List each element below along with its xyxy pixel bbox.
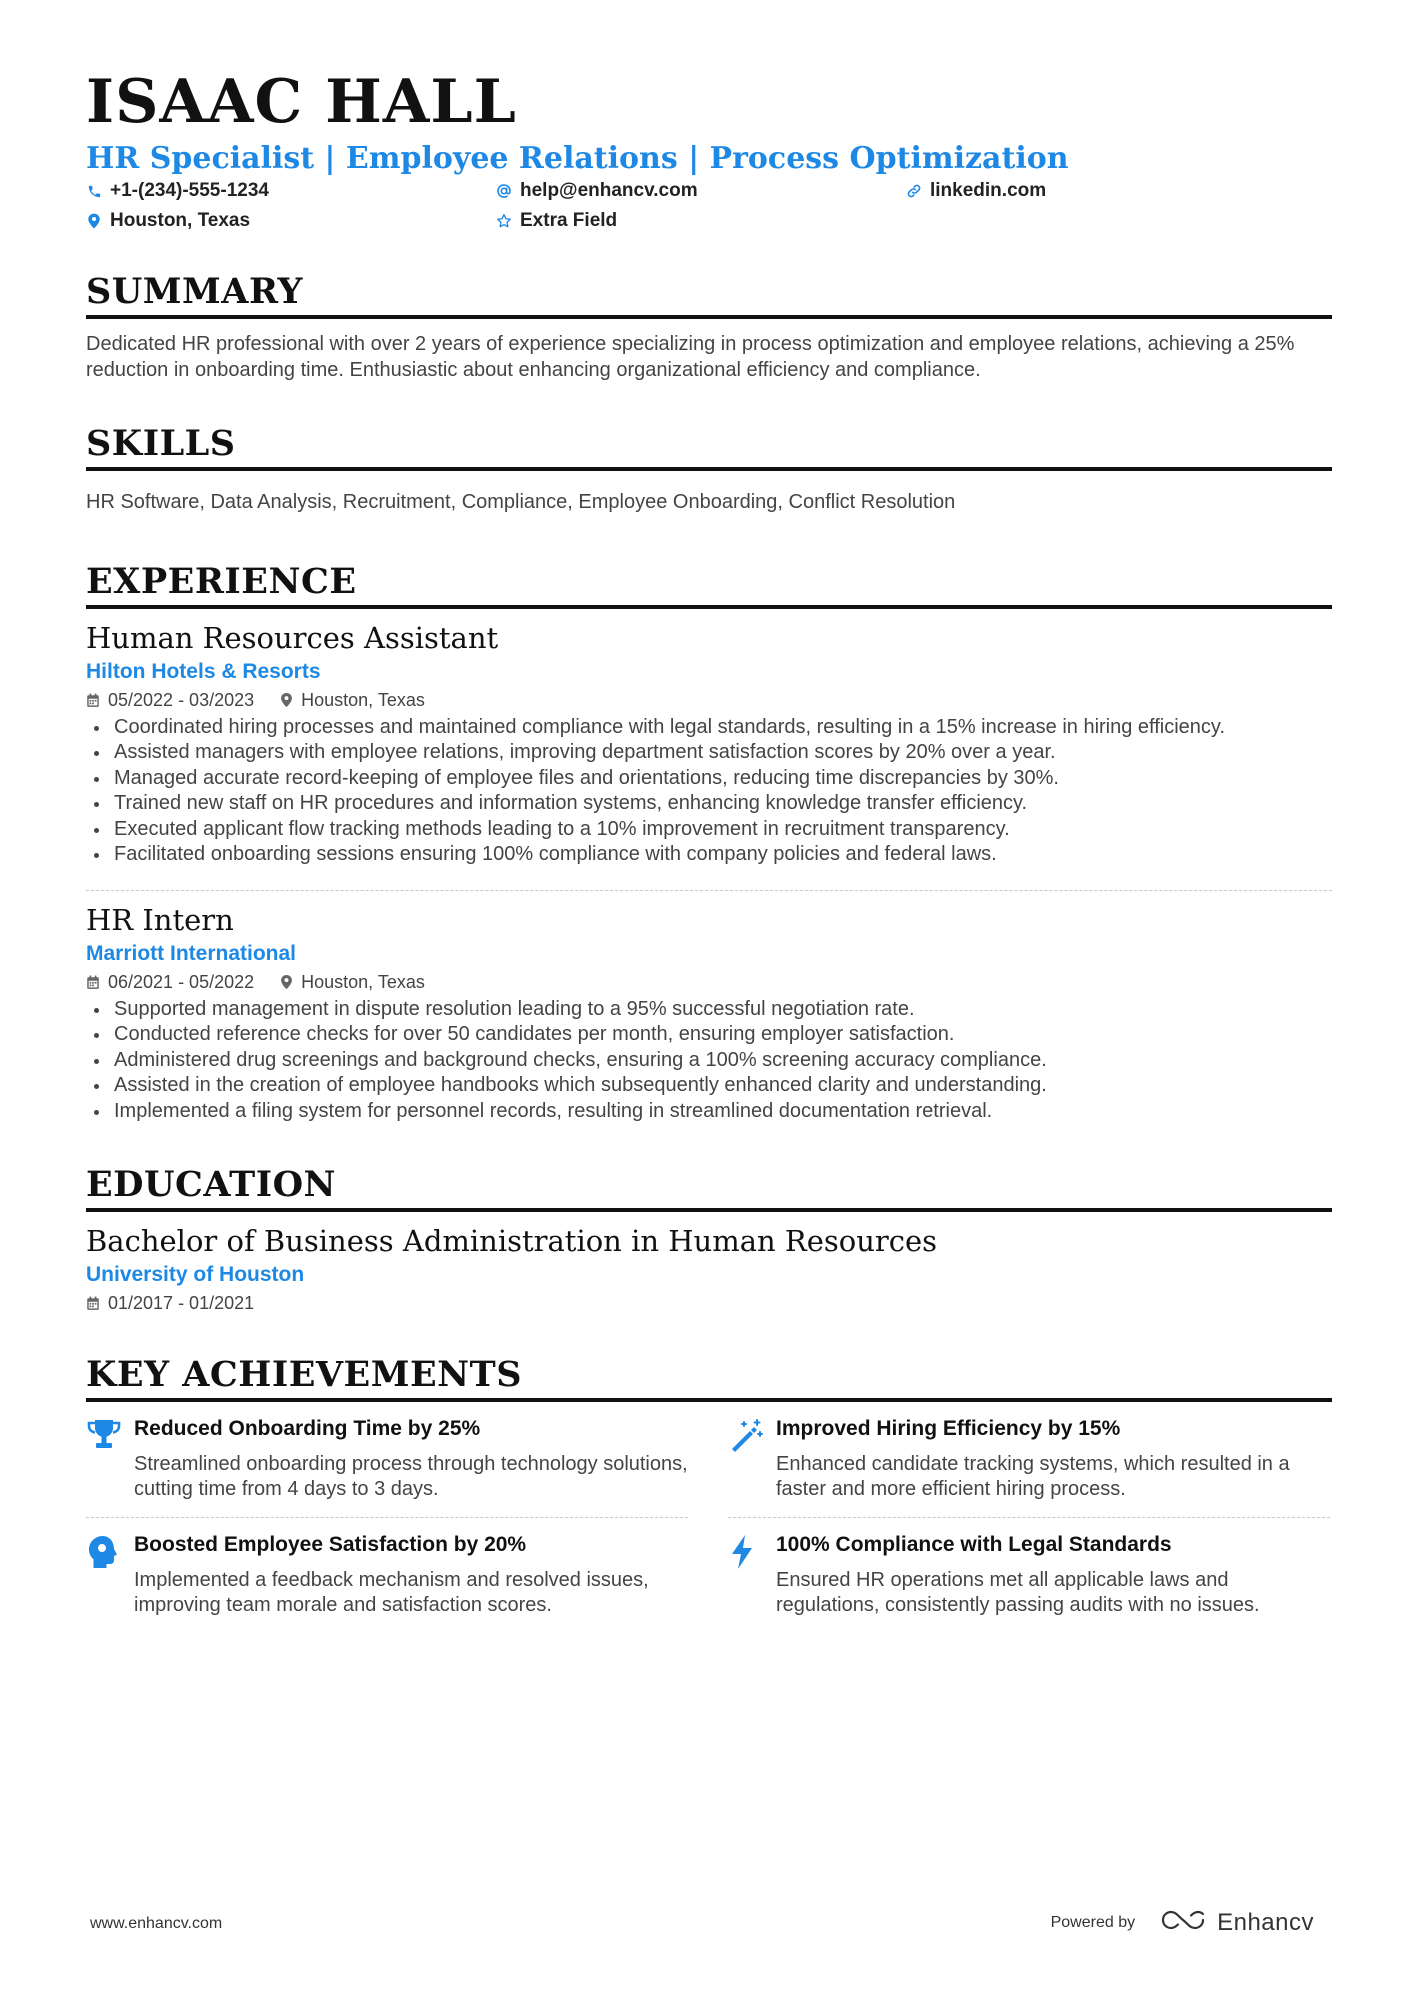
achievement-desc: Enhanced candidate tracking systems, which resulted in a faster and more efficient hiring process.: [776, 1452, 1290, 1501]
contact-email-text: help@enhancv.com: [520, 180, 698, 201]
education-section: [86, 1164, 1332, 1314]
job-meta: [86, 972, 1332, 993]
section-divider: [86, 315, 1332, 319]
school-name[interactable]: University of Houston: [86, 1262, 305, 1286]
contact-phone-text: +1-(234)-555-1234: [110, 180, 269, 201]
at-icon: [496, 183, 512, 199]
job-bullets: [86, 715, 1332, 868]
skills-text: HR Software, Data Analysis, Recruitment, Compliance, Employee Onboarding, Conflict Resolution: [86, 491, 956, 513]
footer-branding: [1051, 1908, 1314, 1937]
achievement-divider: [86, 1517, 688, 1518]
list-item: Conducted reference checks for over 50 candidates per month, ensuring employer satisfaction.: [86, 1022, 1332, 1048]
list-item: Implemented a filing system for personnel records, resulting in streamlined documentation retrieval.: [86, 1099, 1332, 1125]
contact-linkedin[interactable]: [906, 179, 1316, 203]
location-pin-icon: [86, 213, 102, 229]
contact-list: [86, 179, 1332, 233]
section-divider: [86, 605, 1332, 609]
achievement-divider: [728, 1517, 1330, 1518]
contact-email[interactable]: [496, 179, 906, 203]
calendar-icon: [86, 975, 100, 990]
calendar-icon: [86, 693, 100, 708]
enhancv-logo-icon: [1161, 1908, 1207, 1937]
company-name[interactable]: Hilton Hotels & Resorts: [86, 659, 321, 683]
list-item: Assisted in the creation of employee handbooks which subsequently enhanced clarity and understanding.: [86, 1073, 1332, 1099]
trophy-icon: [86, 1416, 134, 1503]
list-item: Managed accurate record-keeping of employee files and orientations, reducing time discrepancies by 30%.: [86, 766, 1332, 792]
experience-section: [86, 561, 1332, 1124]
education-dates: 01/2017 - 01/2021: [108, 1292, 255, 1313]
summary-section: [86, 271, 1332, 383]
education-meta: [86, 1293, 1332, 1314]
calendar-icon: [86, 1296, 100, 1311]
list-item: Administered drug screenings and background checks, ensuring a 100% screening accuracy compliance.: [86, 1048, 1332, 1074]
experience-heading: EXPERIENCE: [86, 561, 357, 602]
company-name[interactable]: Marriott International: [86, 941, 297, 965]
location-pin-icon: [280, 692, 293, 708]
candidate-name: ISAAC HALL: [86, 67, 517, 137]
achievements-grid: [86, 1416, 1332, 1633]
entry-divider: [86, 890, 1332, 891]
achievement-card: [86, 1532, 688, 1633]
job-bullets: [86, 997, 1332, 1125]
job-entry: [86, 903, 1332, 1124]
section-divider: [86, 1398, 1332, 1402]
job-dates: 06/2021 - 05/2022: [108, 971, 255, 992]
section-divider: [86, 467, 1332, 471]
resume-page: [86, 67, 1332, 1633]
achievement-card: [728, 1416, 1330, 1532]
contact-extra-text: Extra Field: [520, 210, 618, 231]
magic-wand-icon: [728, 1416, 776, 1503]
education-heading: EDUCATION: [86, 1164, 337, 1206]
job-location: Houston, Texas: [301, 689, 425, 710]
enhancv-brand[interactable]: Enhancv: [1217, 1908, 1314, 1936]
contact-phone[interactable]: [86, 179, 496, 203]
job-title: Human Resources Assistant: [86, 621, 499, 655]
phone-icon: [86, 183, 102, 199]
powered-by-label: Powered by: [1050, 1913, 1136, 1931]
achievement-card: [728, 1532, 1330, 1633]
contact-extra: [496, 209, 906, 233]
candidate-title: HR Specialist | Employee Relations | Process Optimization: [86, 141, 1069, 176]
achievement-card: [86, 1416, 688, 1532]
summary-heading: SUMMARY: [86, 271, 303, 312]
job-entry: [86, 621, 1332, 868]
star-icon: [496, 213, 512, 229]
list-item: Trained new staff on HR procedures and information systems, enhancing knowledge transfer efficiency.: [86, 791, 1332, 817]
list-item: Supported management in dispute resolution leading to a 95% successful negotiation rate.: [86, 997, 1332, 1023]
achievement-desc: Implemented a feedback mechanism and resolved issues, improving team morale and satisfaction scores.: [134, 1568, 649, 1617]
achievements-section: [86, 1354, 1332, 1633]
achievement-title: Reduced Onboarding Time by 25%: [134, 1416, 481, 1440]
link-icon: [906, 183, 922, 199]
job-title: HR Intern: [86, 902, 234, 937]
footer-website[interactable]: www.enhancv.com: [90, 1915, 223, 1932]
skills-heading: SKILLS: [86, 423, 236, 464]
achievement-desc: Ensured HR operations met all applicable laws and regulations, consistently passing audits with no issues.: [776, 1568, 1260, 1617]
achievement-title: 100% Compliance with Legal Standards: [776, 1532, 1172, 1556]
skills-section: [86, 423, 1332, 515]
contact-location-text: Houston, Texas: [110, 210, 251, 231]
location-pin-icon: [280, 974, 293, 990]
contact-location: [86, 209, 496, 233]
job-meta: [86, 690, 1332, 711]
job-location: Houston, Texas: [301, 971, 425, 992]
achievements-heading: KEY ACHIEVEMENTS: [86, 1353, 522, 1395]
job-dates: 05/2022 - 03/2023: [108, 689, 255, 710]
list-item: Coordinated hiring processes and maintained compliance with legal standards, resulting in a 15% increase in hiring efficiency.: [86, 715, 1332, 741]
section-divider: [86, 1208, 1332, 1212]
degree-title: Bachelor of Business Administration in Human Resources: [86, 1224, 938, 1259]
list-item: Executed applicant flow tracking methods leading to a 10% improvement in recruitment transparency.: [86, 817, 1332, 843]
list-item: Facilitated onboarding sessions ensuring 100% compliance with company policies and federal laws.: [86, 842, 1332, 868]
achievement-title: Boosted Employee Satisfaction by 20%: [134, 1532, 527, 1556]
contact-linkedin-text: linkedin.com: [930, 180, 1047, 201]
achievement-desc: Streamlined onboarding process through technology solutions, cutting time from 4 days to 3 days.: [134, 1452, 688, 1501]
summary-text: Dedicated HR professional with over 2 years of experience specializing in process optimization and employee relations, achieving a 25% reduction in onboarding time. Enthusiastic about enhancing organizational efficiency and compliance.: [86, 333, 1295, 381]
head-icon: [86, 1532, 134, 1619]
achievement-title: Improved Hiring Efficiency by 15%: [776, 1416, 1121, 1440]
list-item: Assisted managers with employee relations, improving department satisfaction scores by 20% over a year.: [86, 740, 1332, 766]
lightning-bolt-icon: [728, 1532, 776, 1619]
